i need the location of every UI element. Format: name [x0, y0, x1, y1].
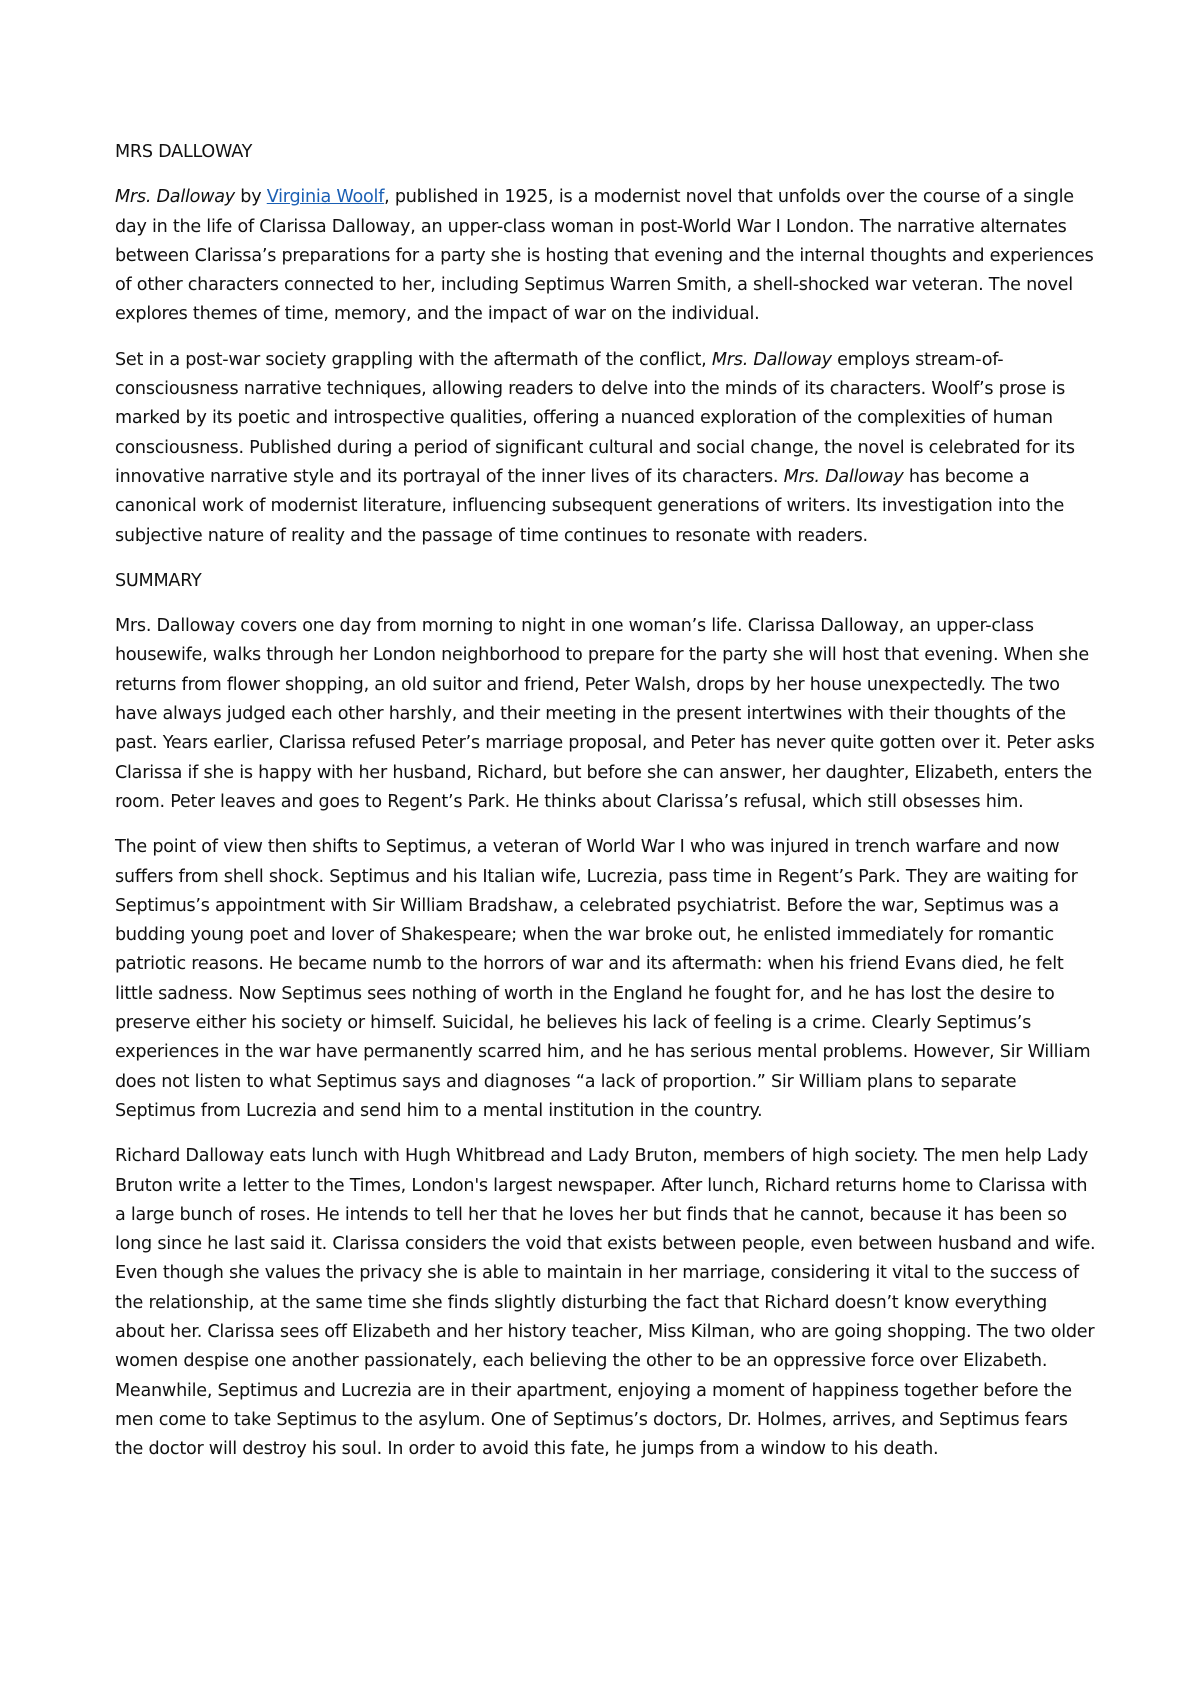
summary-paragraph-1: Mrs. Dalloway covers one day from morning to night in one woman’s life. Clarissa Dalloway, an upper-class housewife, walks through her London neighborhood to prepare for the party she will host that evening. When she returns from flower shopping, an old suitor and friend, Peter Walsh, drops by her house unexpectedly. The two have always judged each other harshly, and their meeting in the present intertwines with their thoughts of the past. Years earlier, Clarissa refused Peter’s marriage proposal, and Peter has never quite gotten over it. Peter asks Clarissa if she is happy with her husband, Richard, but before she can answer, her daughter, Elizabeth, enters the room. Peter leaves and goes to Regent’s Park. He thinks about Clarissa’s refusal, which still obsesses him. [115, 616, 1095, 812]
book-title-italic: Mrs. Dalloway [115, 187, 235, 208]
text-span: , published in 1925, is a modernist novel that unfolds over the course of a single day in the life of Clarissa Dalloway, an upper-class woman in post-World War I London. The narrative alternates between Clarissa’s preparations for a party she is hosting that evening and the internal thoughts and experiences of other characters connected to her, including Septimus Warren Smith, a shell-shocked war veteran. The novel explores themes of time, memory, and the impact of war on the individual. [115, 187, 1094, 325]
text-span: has become a canonical work of modernist literature, influencing subsequent generations of writers. Its investigation into the subjective nature of reality and the passage of time continues to resonate with readers. [115, 466, 1065, 546]
text-span: employs stream-of-consciousness narrative techniques, allowing readers to delve into the minds of its characters. Woolf’s prose is marked by its poetic and introspective qualities, offering a nuanced exploration of the complexities of human consciousness. Published during a period of significant cultural and social change, the novel is celebrated for its innovative narrative style and its portrayal of the inner lives of its characters. [115, 349, 1075, 487]
intro-paragraph-1 [115, 183, 1097, 329]
document-title: MRS DALLOWAY [115, 142, 253, 162]
book-title-italic: Mrs. Dalloway [783, 466, 904, 487]
summary-paragraph-3: Richard Dalloway eats lunch with Hugh Whitbread and Lady Bruton, members of high society. The men help Lady Bruton write a letter to the Times, London's largest newspaper. After lunch, Richard returns home to Clarissa with a large bunch of roses. He intends to tell her that he loves her but finds that he cannot, because it has been so long since he last said it. Clarissa considers the void that exists between people, even between husband and wife. Even though she values the privacy she is able to maintain in her marriage, considering it vital to the success of the relationship, at the same time she finds slightly disturbing the fact that Richard doesn’t know everything about her. Clarissa sees off Elizabeth and her history teacher, Miss Kilman, who are going shopping. The two older women despise one another passionately, each believing the other to be an oppressive force over Elizabeth. Meanwhile, Septimus and Lucrezia are in their apartment, enjoying a moment of happiness together before the men come to take Septimus to the asylum. One of Septimus’s doctors, Dr. Holmes, arrives, and Septimus fears the doctor will destroy his soul. In order to avoid this fate, he jumps from a window to his death. [115, 1146, 1096, 1460]
text-span: Set in a post-war society grappling with the aftermath of the conflict, [115, 349, 712, 370]
intro-paragraph-2 [115, 346, 1097, 551]
summary-paragraph-2: The point of view then shifts to Septimus, a veteran of World War I who was injured in trench warfare and now suffers from shell shock. Septimus and his Italian wife, Lucrezia, pass time in Regent’s Park. They are waiting for Septimus’s appointment with Sir William Bradshaw, a celebrated psychiatrist. Before the war, Septimus was a budding young poet and lover of Shakespeare; when the war broke out, he enlisted immediately for romantic patriotic reasons. He became numb to the horrors of war and its aftermath: when his friend Evans died, he felt little sadness. Now Septimus sees nothing of worth in the England he fought for, and he has lost the desire to preserve either his society or himself. Suicidal, he believes his lack of feeling is a crime. Clearly Septimus’s experiences in the war have permanently scarred him, and he has serious mental problems. However, Sir William does not listen to what Septimus says and diagnoses “a lack of proportion.” Sir William plans to separate Septimus from Lucrezia and send him to a mental institution in the country. [115, 837, 1091, 1121]
document-page [115, 138, 1097, 1480]
text-span: by [234, 187, 267, 208]
author-link[interactable]: Virginia Woolf [266, 187, 385, 208]
summary-heading: SUMMARY [115, 570, 202, 591]
book-title-italic: Mrs. Dalloway [711, 349, 832, 370]
